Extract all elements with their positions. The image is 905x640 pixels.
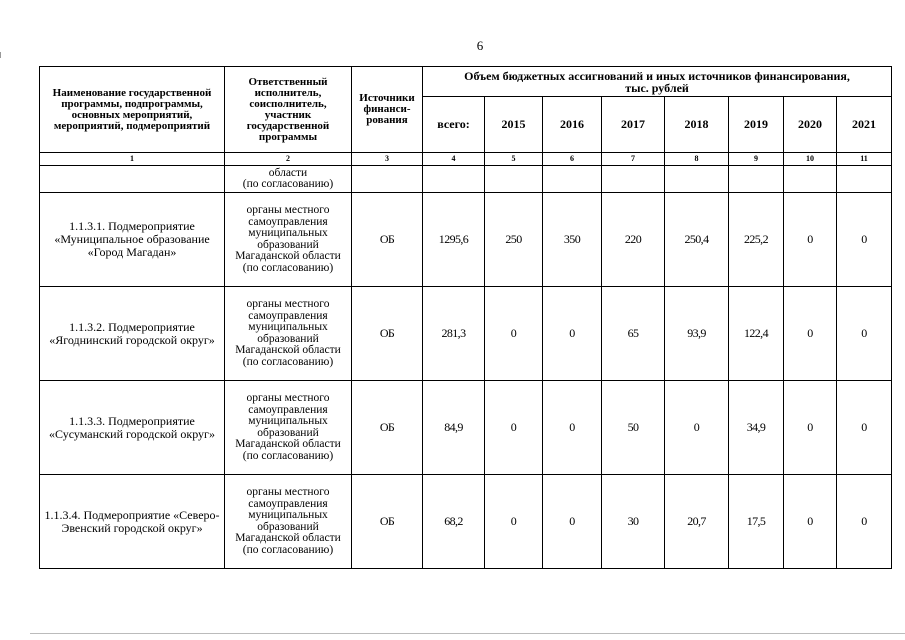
empty-cell: [352, 166, 423, 193]
value-cell: 0: [485, 381, 543, 475]
subevent-name: 1.1.3.1. Подмероприятие «Муниципальное образование «Город Магадан»: [40, 193, 225, 287]
empty-cell: [729, 166, 784, 193]
header-year: 2015: [485, 97, 543, 153]
total-cell: 1295,6: [423, 193, 485, 287]
header-total: всего:: [423, 97, 485, 153]
table-row: [40, 193, 892, 287]
header-year: 2019: [729, 97, 784, 153]
value-cell: 250,4: [665, 193, 729, 287]
empty-cell: [543, 166, 602, 193]
column-number: 9: [729, 153, 784, 166]
subevent-name: 1.1.3.4. Подмероприятие «Северо-Эвенский городской округ»: [40, 475, 225, 569]
column-number: 5: [485, 153, 543, 166]
column-number: 2: [225, 153, 352, 166]
continuation-name-cell: [40, 166, 225, 193]
empty-cell: [784, 166, 837, 193]
page-number: 6: [476, 38, 484, 53]
value-cell: 350: [543, 193, 602, 287]
value-cell: 0: [543, 381, 602, 475]
budget-table: [39, 66, 892, 569]
executor-cell: органы местного самоуправления муниципальных образований Магаданской области (по согласованию): [225, 287, 352, 381]
value-cell: 0: [784, 381, 837, 475]
total-cell: 68,2: [423, 475, 485, 569]
source-cell: ОБ: [352, 381, 423, 475]
value-cell: 0: [837, 475, 892, 569]
value-cell: 225,2: [729, 193, 784, 287]
column-number-row: [40, 153, 892, 166]
executor-cell: органы местного самоуправления муниципальных образований Магаданской области (по согласованию): [225, 381, 352, 475]
value-cell: 0: [543, 287, 602, 381]
header-year: 2021: [837, 97, 892, 153]
column-number: 8: [665, 153, 729, 166]
value-cell: 0: [784, 287, 837, 381]
column-number: 7: [602, 153, 665, 166]
header-money-group: Объем бюджетных ассигнований и иных источников финансирования, тыс. рублей: [423, 67, 892, 97]
empty-cell: [665, 166, 729, 193]
header-executor: Ответственный исполнитель, соисполнитель, участник государственной программы: [225, 67, 352, 153]
value-cell: 0: [665, 381, 729, 475]
header-year: 2016: [543, 97, 602, 153]
subevent-name: 1.1.3.2. Подмероприятие «Ягоднинский городской округ»: [40, 287, 225, 381]
source-cell: ОБ: [352, 193, 423, 287]
total-cell: 281,3: [423, 287, 485, 381]
total-cell: 84,9: [423, 381, 485, 475]
source-cell: ОБ: [352, 287, 423, 381]
header-source: Источники финанси-рования: [352, 67, 423, 153]
source-cell: ОБ: [352, 475, 423, 569]
value-cell: 0: [837, 381, 892, 475]
empty-cell: [602, 166, 665, 193]
value-cell: 122,4: [729, 287, 784, 381]
header-year: 2018: [665, 97, 729, 153]
header-row-1: [40, 67, 892, 97]
header-name: Наименование государственной программы, подпрограммы, основных мероприятий, мероприятий, подмероприятий: [40, 67, 225, 153]
value-cell: 250: [485, 193, 543, 287]
value-cell: 220: [602, 193, 665, 287]
value-cell: 0: [837, 287, 892, 381]
value-cell: 0: [485, 475, 543, 569]
value-cell: 20,7: [665, 475, 729, 569]
executor-cell: органы местного самоуправления муниципальных образований Магаданской области (по согласованию): [225, 193, 352, 287]
value-cell: 34,9: [729, 381, 784, 475]
executor-cell: органы местного самоуправления муниципальных образований Магаданской области (по согласованию): [225, 475, 352, 569]
table-row: [40, 475, 892, 569]
column-number: 10: [784, 153, 837, 166]
value-cell: 0: [485, 287, 543, 381]
value-cell: 17,5: [729, 475, 784, 569]
value-cell: 0: [784, 193, 837, 287]
header-year: 2020: [784, 97, 837, 153]
subevent-name: 1.1.3.3. Подмероприятие «Сусуманский городской округ»: [40, 381, 225, 475]
empty-cell: [837, 166, 892, 193]
continuation-row: [40, 166, 892, 193]
column-number: 3: [352, 153, 423, 166]
header-year: 2017: [602, 97, 665, 153]
value-cell: 30: [602, 475, 665, 569]
scan-edge-line: [30, 633, 905, 634]
table-row: [40, 381, 892, 475]
continuation-executor: области (по согласованию): [225, 166, 352, 193]
value-cell: 65: [602, 287, 665, 381]
value-cell: 0: [784, 475, 837, 569]
column-number: 4: [423, 153, 485, 166]
empty-cell: [485, 166, 543, 193]
table-row: [40, 287, 892, 381]
value-cell: 0: [543, 475, 602, 569]
value-cell: 93,9: [665, 287, 729, 381]
column-number: 6: [543, 153, 602, 166]
empty-cell: [423, 166, 485, 193]
value-cell: 50: [602, 381, 665, 475]
value-cell: 0: [837, 193, 892, 287]
column-number: 1: [40, 153, 225, 166]
column-number: 11: [837, 153, 892, 166]
